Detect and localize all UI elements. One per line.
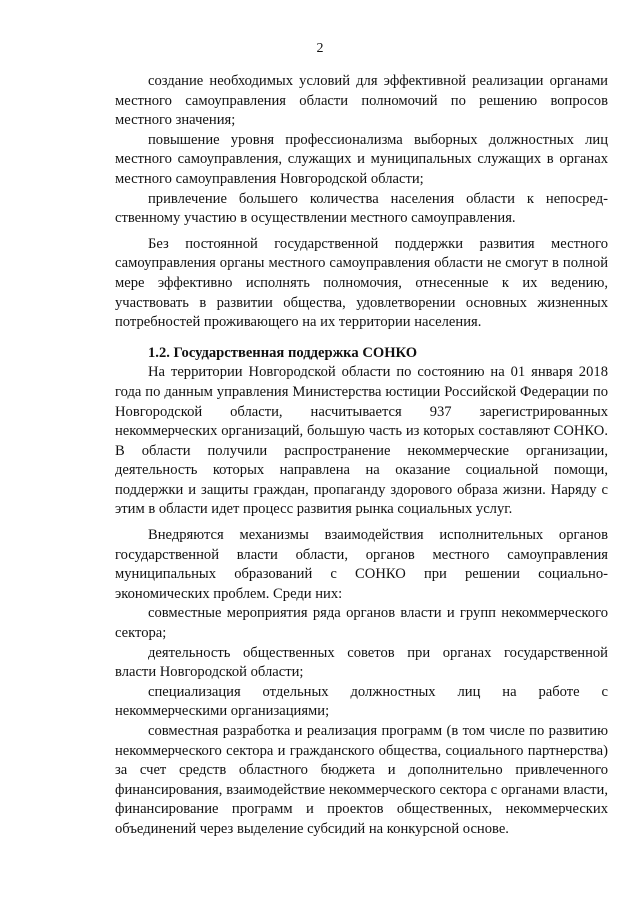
list-item-joint-events: совместные мероприятия ряда органов власти и групп некоммерческого сектора;	[115, 605, 608, 642]
list-item-public-councils: деятельность общественных советов при органах государственной власти Новгородской области;	[115, 644, 608, 681]
paragraph-nko-count: На территории Новгородской области по состоянию на 01 января 2018 года по данным управления Министерства юстиции Российской Федерации по Новгородской области, насчитывается 937 зарегистрированных некоммерческих организаций, большую часть из которых составляют СОНКО. В области получили распространение некоммерческие организации, деятельность которых направлена на оказание социальной помощи, поддержки и защиты граждан, пропаганду здорового образа жизни. Наряду с этим в области идет процесс развития рынка социальных услуг.	[115, 364, 608, 518]
page-number: 2	[316, 41, 324, 56]
paragraph-mechanisms: Внедряются механизмы взаимодействия исполнительных органов государственной власти области, органов местного самоуправления муниципальных образований с СОНКО при решении социально-экономических проблем. Среди них:	[115, 527, 608, 602]
paragraph-conditions: создание необходимых условий для эффективной реализации органами местного самоуправления области полномочий по решению вопросов местного значения;	[115, 73, 608, 129]
paragraph-professionalism: повышение уровня профессионализма выборных должностных лиц местного самоуправления, служащих и муниципальных служащих в органах местного самоуправления Новгородской области;	[115, 131, 608, 187]
paragraph-participation: привлечение большего количества населения области к непосред-ственному участию в осуществлении местного самоуправления.	[115, 190, 608, 227]
section-heading: 1.2. Государственная поддержка СОНКО	[148, 344, 418, 361]
document-body	[115, 72, 608, 840]
paragraph-state-support: Без постоянной государственной поддержки развития местного самоуправления органы местного самоуправления области не смогут в полной мере эффективно исполнять полномочия, отнесенные к их ведению, участвовать в развитии общества, удовлетворении основных жизненных потребностей проживающего на их территории населения.	[115, 235, 608, 331]
list-item-joint-programs: совместная разработка и реализация программ (в том числе по развитию некоммерческого сектора и гражданского общества, социального партнерства) за счет средств областного бюджета и дополнительно привлеченного финансирования, взаимодействие некоммерческого сектора с органами власти, финансирование программ и проектов общественных, некоммерческих объединений через выделение субсидий на конкурсной основе.	[115, 723, 608, 837]
list-item-specialization: специализация отдельных должностных лиц на работе с некоммерческими организациями;	[115, 683, 608, 720]
